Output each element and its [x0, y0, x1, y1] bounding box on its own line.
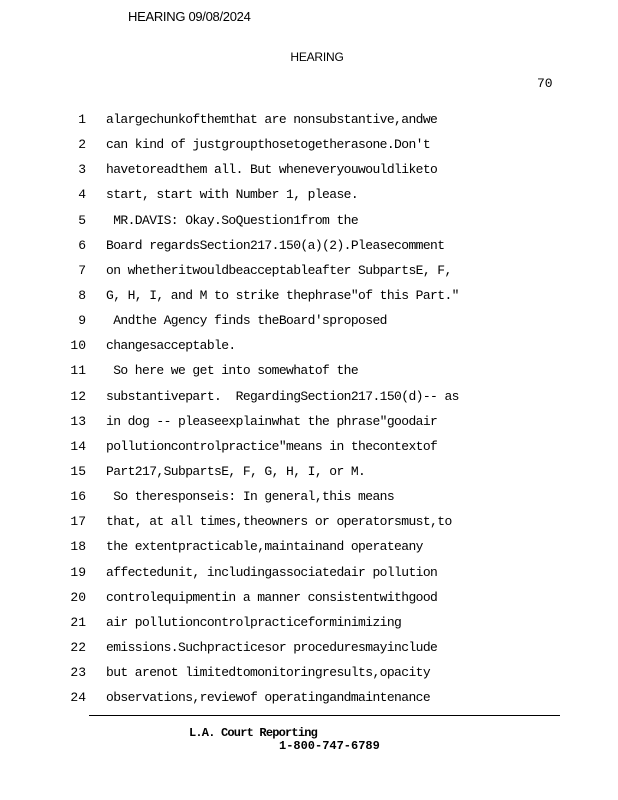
line-text: air pollutioncontrolpracticeforminimizing	[106, 614, 402, 630]
line-number: 18	[70, 539, 86, 555]
line-number: 1	[78, 112, 86, 127]
line-text: can kind of justgroupthosetogetherasone.Don't	[106, 137, 431, 153]
line-text: substantivepart. RegardingSection217.150(d)-- as	[106, 388, 459, 404]
line-text: Part217,SubpartsE, F, G, H, I, or M.	[106, 463, 366, 479]
line-number: 16	[70, 489, 86, 505]
line-text: on whetheritwouldbeacceptableafter SubpartsE, F,	[106, 262, 452, 278]
line-number: 9	[78, 313, 86, 329]
line-text: pollutioncontrolpractice"means in thecontextof	[106, 438, 438, 454]
line-number: 24	[70, 690, 86, 706]
line-text: changesacceptable.	[106, 338, 236, 354]
line-text: Andthe Agency finds theBoard'sproposed	[106, 313, 387, 329]
line-number: 7	[78, 262, 86, 278]
line-number: 12	[70, 388, 86, 404]
line-number: 6	[78, 237, 86, 253]
line-number: 20	[70, 589, 86, 605]
line-text: Board regardsSection217.150(a)(2).Pleasecomment	[106, 237, 445, 253]
footer-phone: 1-800-747-6789	[279, 739, 380, 753]
line-text: in dog -- pleaseexplainwhat the phrase"goodair	[106, 413, 438, 429]
line-text: So theresponseis: In general,this means	[106, 489, 395, 505]
line-text: controlequipmentin a manner consistentwithgood	[106, 589, 438, 605]
line-number: 19	[70, 564, 86, 580]
line-number: 5	[78, 212, 86, 228]
line-number: 13	[70, 413, 86, 429]
line-number: 21	[70, 614, 86, 630]
line-text: that, at all times,theowners or operatorsmust,to	[106, 514, 452, 530]
page-title: HEARING	[290, 50, 344, 64]
line-text: the extentpracticable,maintainand operateany	[106, 539, 423, 555]
line-number: 10	[70, 338, 86, 354]
line-number: 23	[70, 665, 86, 681]
line-text: but arenot limitedtomonitoringresults,opacity	[106, 665, 431, 681]
line-text: So here we get into somewhatof the	[106, 363, 359, 379]
line-text: affectedunit, includingassociatedair pollution	[106, 564, 438, 580]
line-number: 4	[78, 187, 86, 203]
line-number: 14	[70, 438, 86, 454]
line-text: start, start with Number 1, please.	[106, 187, 359, 203]
line-number: 2	[78, 137, 86, 153]
footer-divider	[89, 715, 560, 716]
line-number: 22	[70, 639, 86, 655]
line-text: havetoreadthem all. But wheneveryouwouldliketo	[106, 162, 438, 178]
line-number: 11	[70, 363, 86, 379]
line-text: observations,reviewof operatingandmaintenance	[106, 690, 431, 706]
line-number: 8	[78, 287, 86, 303]
page-number: 70	[537, 76, 553, 91]
line-text: G, H, I, and M to strike thephrase"of this Part."	[106, 287, 459, 303]
line-text: alargechunkofthemthat are nonsubstantive,andwe	[106, 112, 438, 127]
line-number: 15	[70, 463, 86, 479]
line-number: 17	[70, 514, 86, 530]
line-text: emissions.Suchpracticesor proceduresmayinclude	[106, 639, 438, 655]
line-text: MR.DAVIS: Okay.SoQuestion1from the	[106, 212, 359, 228]
header-date: HEARING 09/08/2024	[128, 9, 251, 24]
line-number: 3	[78, 162, 86, 178]
footer-company: L.A. Court Reporting	[189, 726, 318, 740]
